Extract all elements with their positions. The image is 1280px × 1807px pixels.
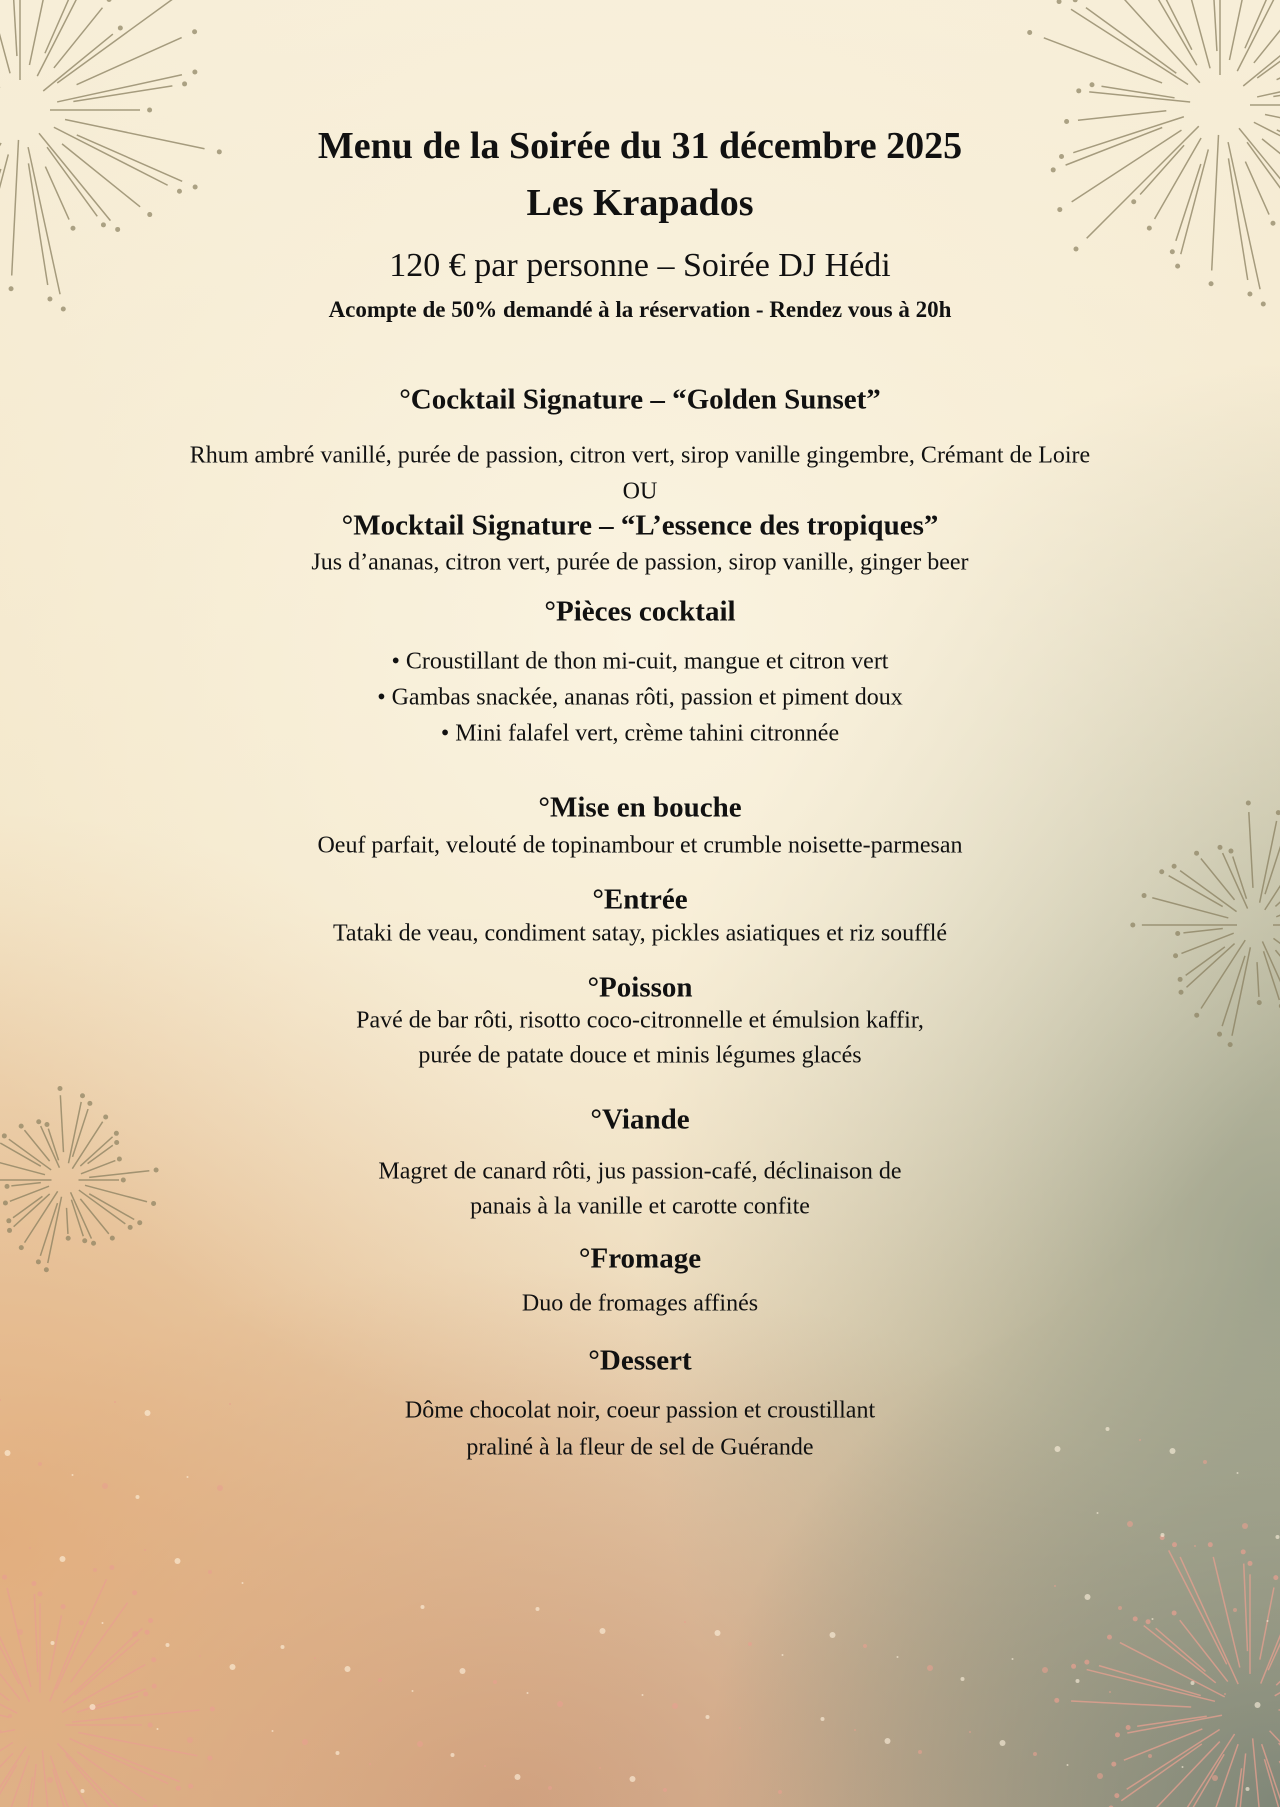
firework-bottom-left [0, 1565, 215, 1807]
price-line: 120 € par personne – Soirée DJ Hédi [389, 247, 891, 284]
firework-bottom-right [1054, 1532, 1280, 1807]
pieces-heading: °Pièces cocktail [544, 595, 736, 628]
poisson-description-line: Pavé de bar rôti, risotto coco-citronnelle et émulsion kaffir, [356, 1007, 924, 1034]
list-item: • Croustillant de thon mi-cuit, mangue et citron vert [391, 648, 889, 675]
viande-description-line: Magret de canard rôti, jus passion-café, déclinaison de [378, 1158, 902, 1185]
viande-heading: °Viande [590, 1103, 690, 1136]
dessert-heading: °Dessert [588, 1344, 692, 1377]
cocktail-heading: °Cocktail Signature – “Golden Sunset” [399, 383, 881, 416]
cocktail-description: Rhum ambré vanillé, purée de passion, citron vert, sirop vanille gingembre, Crémant de Loire [189, 442, 1091, 469]
entree-heading: °Entrée [592, 883, 688, 916]
viande-description-line: panais à la vanille et carotte confite [470, 1193, 810, 1220]
restaurant-name: Les Krapados [526, 182, 754, 224]
poisson-description-line: purée de patate douce et minis légumes glacés [418, 1042, 862, 1069]
mocktail-heading: °Mocktail Signature – “L’essence des tropiques” [341, 509, 939, 542]
mocktail-description: Jus d’ananas, citron vert, purée de passion, sirop vanille, ginger beer [311, 549, 969, 576]
dessert-description-line: Dôme chocolat noir, coeur passion et croustillant [404, 1397, 876, 1424]
list-item: • Mini falafel vert, crème tahini citronnée [440, 720, 840, 747]
fromage-description: Duo de fromages affinés [521, 1290, 759, 1317]
fromage-heading: °Fromage [578, 1242, 702, 1275]
menu-title: Menu de la Soirée du 31 décembre 2025 [317, 125, 963, 167]
poisson-heading: °Poisson [587, 971, 693, 1004]
mise-description: Oeuf parfait, velouté de topinambour et crumble noisette-parmesan [317, 832, 963, 859]
mise-heading: °Mise en bouche [538, 791, 742, 824]
entree-description: Tataki de veau, condiment satay, pickles asiatiques et riz soufflé [332, 920, 948, 947]
dessert-description-line: praliné à la fleur de sel de Guérande [466, 1434, 814, 1461]
deposit-note: Acompte de 50% demandé à la réservation - Rendez vous à 20h [328, 297, 952, 322]
list-item: • Gambas snackée, ananas rôti, passion et piment doux [377, 684, 903, 711]
or-separator: OU [622, 478, 658, 505]
